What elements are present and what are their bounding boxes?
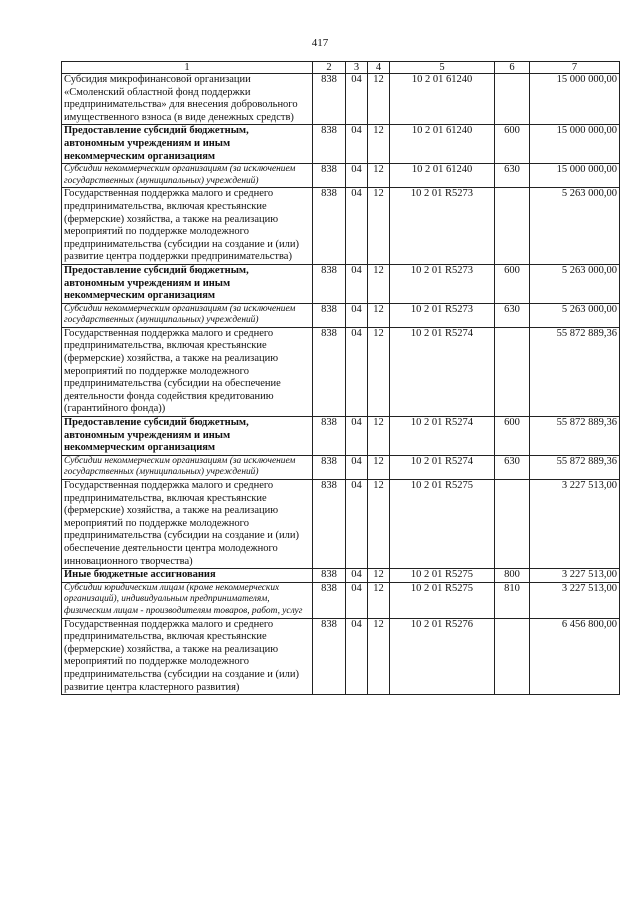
table-row	[62, 569, 620, 583]
row-target-article: 10 2 01 R5276	[390, 618, 495, 695]
row-name: Государственная поддержка малого и среднего предпринимательства, включая крестьянские (фермерские) хозяйства, а также на реализацию мероприятий по поддержке молодежного предпринимательства (субсидии на создание и (или) обеспечение деятельности центра молодежного инновационного творчества)	[62, 480, 313, 569]
row-section-code: 04	[346, 303, 368, 327]
row-section-code: 04	[346, 264, 368, 303]
row-subsection-code: 12	[368, 582, 390, 618]
table-row	[62, 417, 620, 456]
table-row	[62, 618, 620, 695]
row-subsection-code: 12	[368, 303, 390, 327]
table-row	[62, 303, 620, 327]
table-row	[62, 164, 620, 188]
table-row	[62, 264, 620, 303]
row-section-code: 04	[346, 618, 368, 695]
row-section-code: 04	[346, 455, 368, 479]
row-ved-code: 838	[313, 188, 346, 265]
row-ved-code: 838	[313, 303, 346, 327]
row-amount: 55 872 889,36	[530, 455, 620, 479]
row-subsection-code: 12	[368, 455, 390, 479]
row-name: Субсидии некоммерческим организациям (за исключением государственных (муниципальных) учреждений)	[62, 164, 313, 188]
row-expense-type: 600	[495, 264, 530, 303]
header-col-2: 2	[313, 62, 346, 74]
table-row	[62, 188, 620, 265]
table-row	[62, 125, 620, 164]
row-ved-code: 838	[313, 327, 346, 416]
row-ved-code: 838	[313, 582, 346, 618]
row-target-article: 10 2 01 R5273	[390, 264, 495, 303]
header-col-1: 1	[62, 62, 313, 74]
row-section-code: 04	[346, 125, 368, 164]
row-target-article: 10 2 01 R5275	[390, 480, 495, 569]
row-ved-code: 838	[313, 618, 346, 695]
row-ved-code: 838	[313, 569, 346, 583]
row-section-code: 04	[346, 327, 368, 416]
row-section-code: 04	[346, 417, 368, 456]
row-ved-code: 838	[313, 164, 346, 188]
row-ved-code: 838	[313, 125, 346, 164]
row-section-code: 04	[346, 480, 368, 569]
row-ved-code: 838	[313, 74, 346, 125]
row-amount: 5 263 000,00	[530, 303, 620, 327]
row-amount: 15 000 000,00	[530, 74, 620, 125]
row-expense-type: 810	[495, 582, 530, 618]
row-name: Предоставление субсидий бюджетным, автономным учреждениям и иным некоммерческим организациям	[62, 125, 313, 164]
header-col-6: 6	[495, 62, 530, 74]
row-target-article: 10 2 01 61240	[390, 125, 495, 164]
row-target-article: 10 2 01 R5273	[390, 303, 495, 327]
row-amount: 15 000 000,00	[530, 125, 620, 164]
row-target-article: 10 2 01 R5274	[390, 455, 495, 479]
row-subsection-code: 12	[368, 417, 390, 456]
table-row	[62, 327, 620, 416]
row-target-article: 10 2 01 R5274	[390, 327, 495, 416]
row-subsection-code: 12	[368, 164, 390, 188]
table-row	[62, 582, 620, 618]
row-expense-type	[495, 480, 530, 569]
row-expense-type	[495, 618, 530, 695]
row-name: Государственная поддержка малого и среднего предпринимательства, включая крестьянские (фермерские) хозяйства, а также на реализацию мероприятий по поддержке молодежного предпринимательства (субсидии на обеспечение деятельности фонда содействия кредитованию (гарантийного фонда))	[62, 327, 313, 416]
row-target-article: 10 2 01 61240	[390, 74, 495, 125]
row-ved-code: 838	[313, 264, 346, 303]
row-ved-code: 838	[313, 417, 346, 456]
row-amount: 5 263 000,00	[530, 188, 620, 265]
row-section-code: 04	[346, 74, 368, 125]
row-name: Субсидии юридическим лицам (кроме некоммерческих организаций), индивидуальным предпринимателям, физическим лицам - производителям товаров, работ, услуг	[62, 582, 313, 618]
row-expense-type	[495, 327, 530, 416]
row-section-code: 04	[346, 188, 368, 265]
row-expense-type: 630	[495, 303, 530, 327]
row-name: Иные бюджетные ассигнования	[62, 569, 313, 583]
budget-table	[61, 61, 620, 695]
row-section-code: 04	[346, 164, 368, 188]
header-col-7: 7	[530, 62, 620, 74]
row-name: Предоставление субсидий бюджетным, автономным учреждениям и иным некоммерческим организациям	[62, 264, 313, 303]
row-amount: 3 227 513,00	[530, 569, 620, 583]
header-col-5: 5	[390, 62, 495, 74]
row-subsection-code: 12	[368, 618, 390, 695]
row-ved-code: 838	[313, 480, 346, 569]
row-expense-type: 630	[495, 164, 530, 188]
row-name: Субсидия микрофинансовой организации «Смоленский областной фонд поддержки предпринимательства» для внесения добровольного имущественного взноса (в виде денежных средств)	[62, 74, 313, 125]
row-target-article: 10 2 01 R5274	[390, 417, 495, 456]
row-amount: 3 227 513,00	[530, 582, 620, 618]
row-name: Субсидии некоммерческим организациям (за исключением государственных (муниципальных) учреждений)	[62, 455, 313, 479]
row-subsection-code: 12	[368, 480, 390, 569]
row-amount: 55 872 889,36	[530, 327, 620, 416]
row-amount: 3 227 513,00	[530, 480, 620, 569]
header-col-4: 4	[368, 62, 390, 74]
row-subsection-code: 12	[368, 569, 390, 583]
header-col-3: 3	[346, 62, 368, 74]
row-section-code: 04	[346, 582, 368, 618]
row-target-article: 10 2 01 R5275	[390, 582, 495, 618]
row-ved-code: 838	[313, 455, 346, 479]
row-expense-type	[495, 188, 530, 265]
table-row	[62, 480, 620, 569]
row-name: Государственная поддержка малого и среднего предпринимательства, включая крестьянские (фермерские) хозяйства, а также на реализацию мероприятий по поддержке молодежного предпринимательства (субсидии на создание и (или) развитие центра поддержки предпринимательства)	[62, 188, 313, 265]
row-target-article: 10 2 01 61240	[390, 164, 495, 188]
row-name: Государственная поддержка малого и среднего предпринимательства, включая крестьянские (фермерские) хозяйства, а также на реализацию мероприятий по поддержке молодежного предпринимательства (субсидии на создание и (или) развитие центра кластерного развития)	[62, 618, 313, 695]
row-target-article: 10 2 01 R5275	[390, 569, 495, 583]
row-name: Субсидии некоммерческим организациям (за исключением государственных (муниципальных) учреждений)	[62, 303, 313, 327]
row-amount: 15 000 000,00	[530, 164, 620, 188]
row-subsection-code: 12	[368, 74, 390, 125]
row-expense-type: 600	[495, 125, 530, 164]
row-amount: 55 872 889,36	[530, 417, 620, 456]
row-amount: 6 456 800,00	[530, 618, 620, 695]
row-expense-type: 800	[495, 569, 530, 583]
table-row	[62, 455, 620, 479]
row-name: Предоставление субсидий бюджетным, автономным учреждениям и иным некоммерческим организациям	[62, 417, 313, 456]
row-subsection-code: 12	[368, 125, 390, 164]
row-expense-type: 630	[495, 455, 530, 479]
row-subsection-code: 12	[368, 188, 390, 265]
row-subsection-code: 12	[368, 327, 390, 416]
row-expense-type	[495, 74, 530, 125]
header-row	[62, 62, 620, 74]
row-subsection-code: 12	[368, 264, 390, 303]
row-target-article: 10 2 01 R5273	[390, 188, 495, 265]
table-row	[62, 74, 620, 125]
row-amount: 5 263 000,00	[530, 264, 620, 303]
row-section-code: 04	[346, 569, 368, 583]
page-number: 417	[311, 37, 329, 49]
row-expense-type: 600	[495, 417, 530, 456]
